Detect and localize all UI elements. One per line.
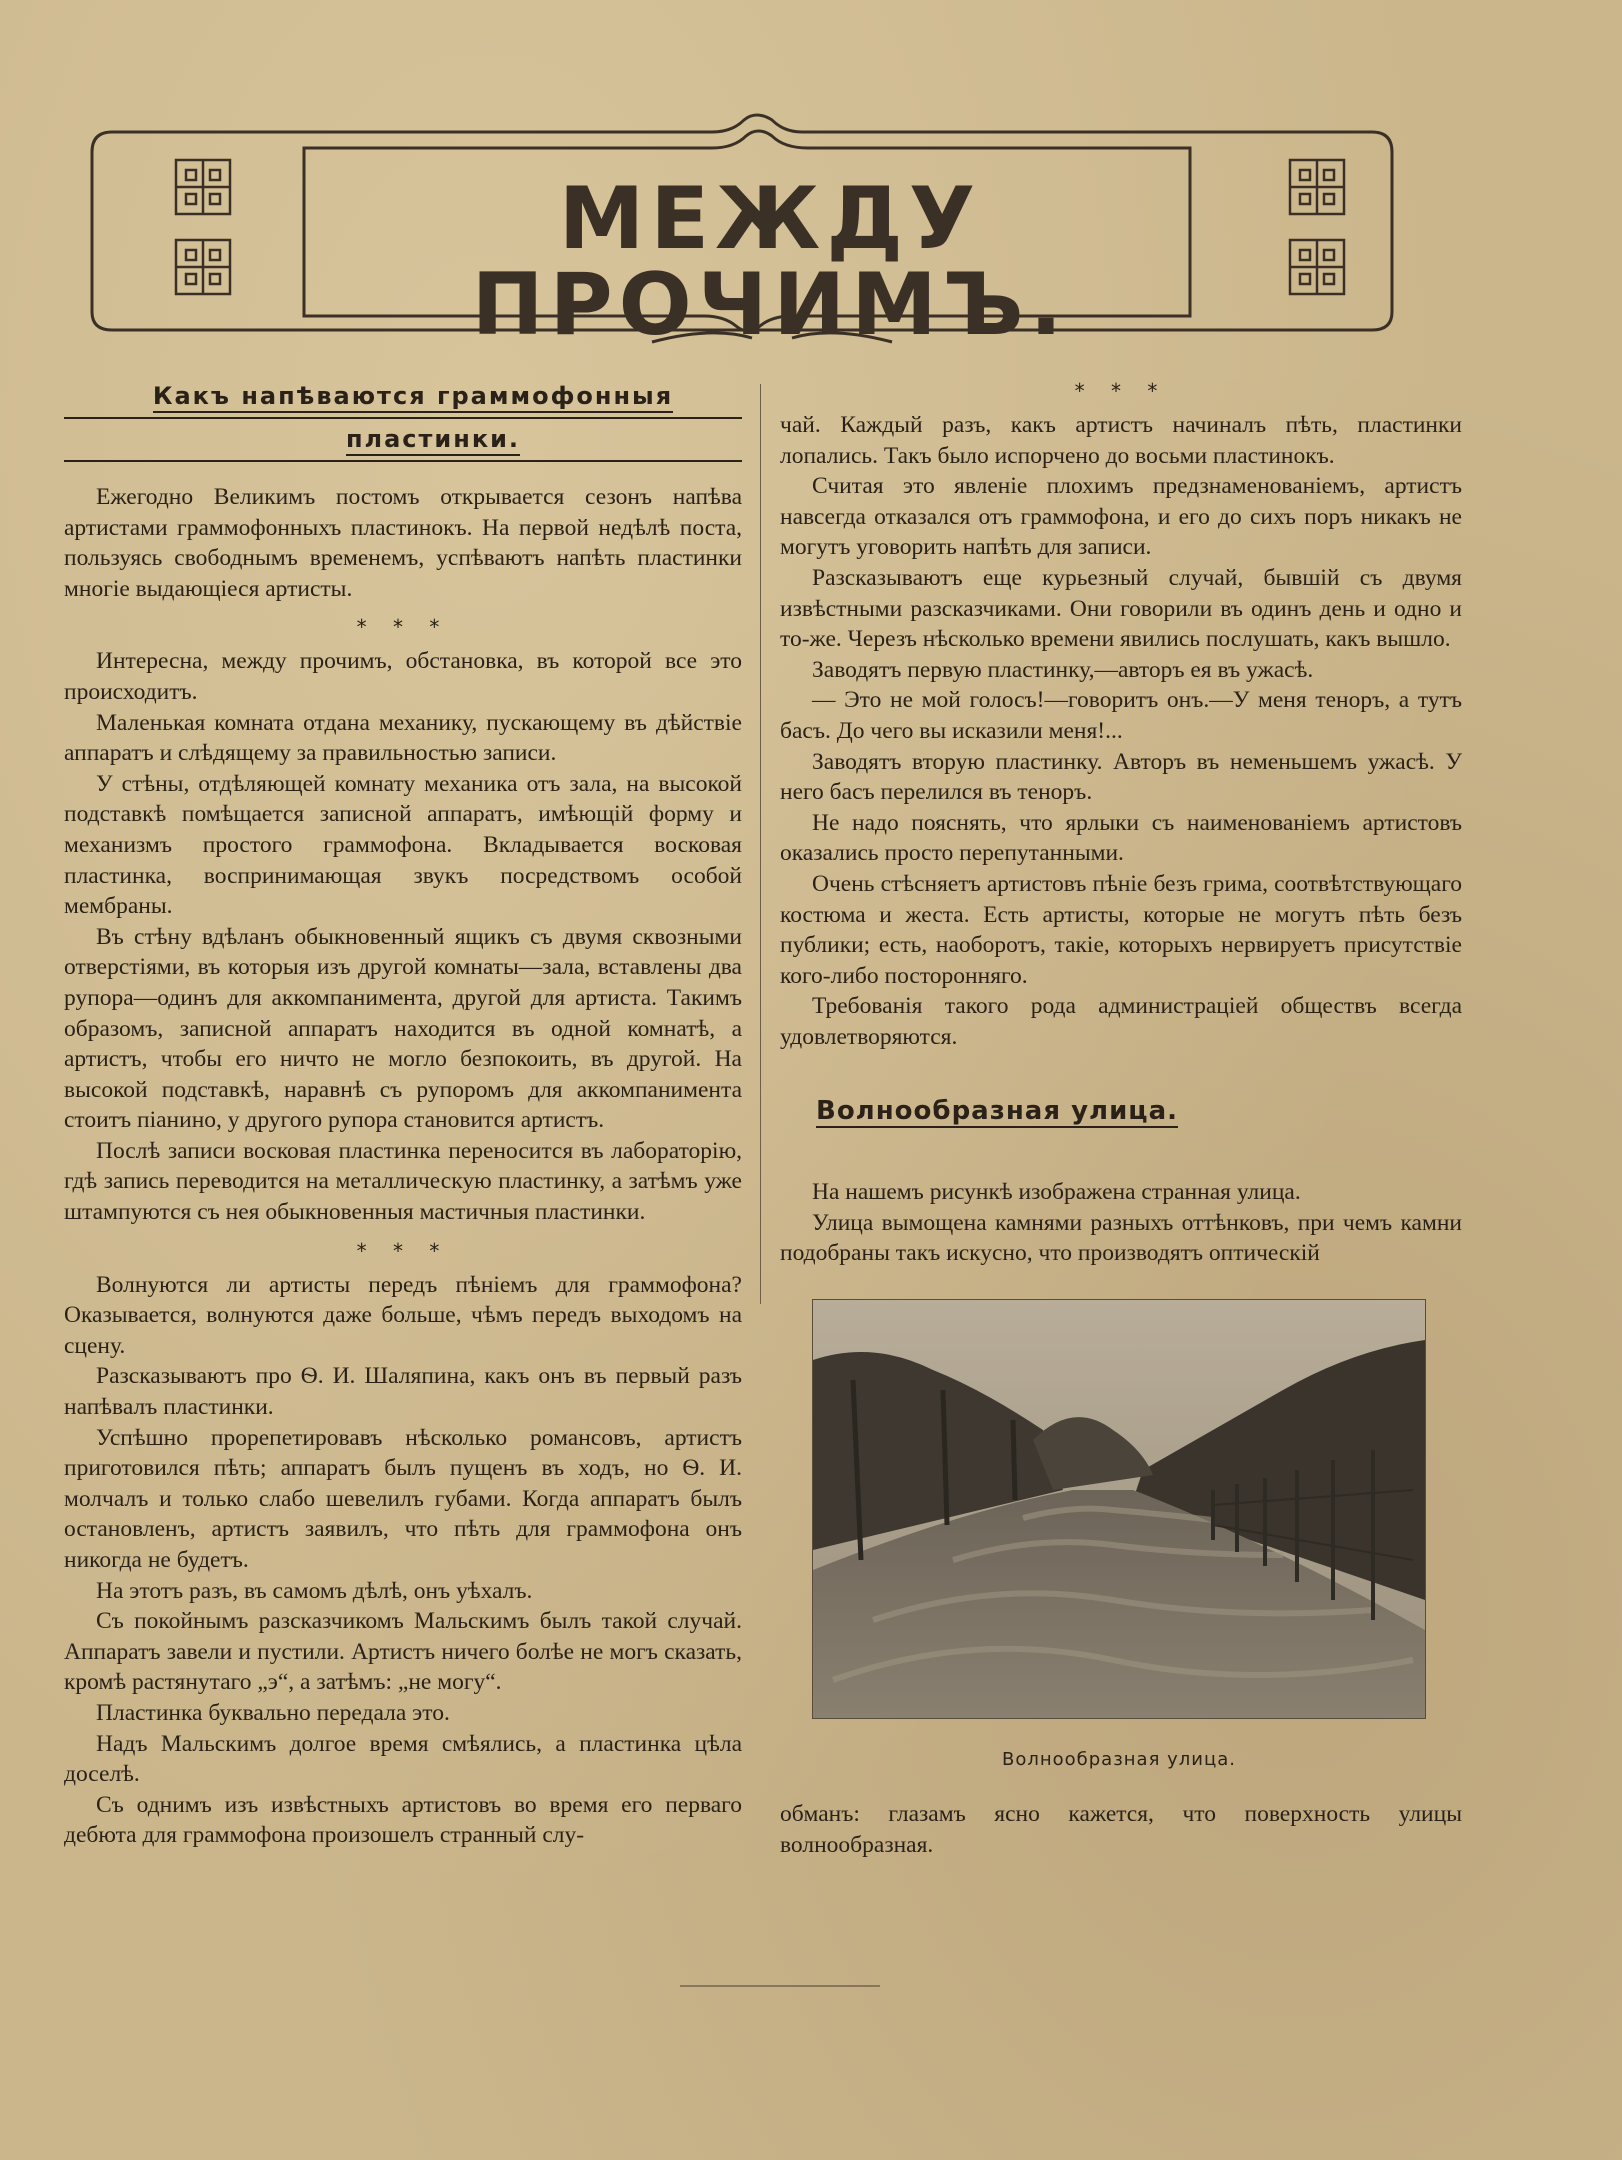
masthead-title: МЕЖДУ ПРОЧИМЪ. bbox=[471, 169, 1069, 355]
section-title-line-2: пластинки. bbox=[346, 425, 520, 456]
section-title-text: Волнообразная улица. bbox=[816, 1096, 1178, 1127]
paragraph: Ежегодно Великимъ постомъ открывается сезонъ напѣва артистами граммофонныхъ пластинокъ. На первой недѣлѣ поста, пользуясь свободнымъ временемъ, успѣваютъ напѣть пластинки многіе выдающіеся артисты. bbox=[64, 484, 742, 602]
paragraph: Не надо пояснять, что ярлыки съ наименованіемъ артистовъ оказались просто перепутанными. bbox=[780, 809, 1462, 867]
paragraph: Пластинка буквально передала это. bbox=[96, 1699, 450, 1726]
paragraph: Разсказываютъ про Ѳ. И. Шаляпина, какъ онъ въ первый разъ напѣвалъ пластинки. bbox=[64, 1363, 742, 1421]
paragraph: Волнуются ли артисты передъ пѣніемъ для граммофона? Оказывается, волнуются даже больше, чѣмъ передъ выходомъ на сцену. bbox=[64, 1271, 742, 1359]
paragraph: Успѣшно прорепетировавъ нѣсколько романсовъ, артистъ приготовился пѣть; аппаратъ былъ пущенъ въ ходъ, но Ѳ. И. молчалъ и только слабо шевелилъ губами. Когда аппаратъ былъ остановленъ, артистъ заявилъ, что пѣть для граммофона онъ никогда не будетъ. bbox=[64, 1424, 742, 1573]
paragraph: На нашемъ рисункѣ изображена странная улица. bbox=[812, 1179, 1301, 1206]
photo-caption: Волнообразная улица. bbox=[1002, 1748, 1236, 1770]
paragraph: Маленькая комната отдана механику, пускающему въ дѣйствіе аппаратъ и слѣдящему за правильностью записи. bbox=[64, 709, 742, 767]
section-title-line-1: Какъ напѣваются граммофонныя bbox=[153, 382, 673, 413]
photo-figure bbox=[812, 1299, 1426, 1776]
paragraph: Требованія такого рода администраціей обществъ всегда удовлетворяются. bbox=[780, 993, 1462, 1050]
paragraph: Считая это явленіе плохимъ предзнаменованіемъ, артистъ навсегда отказался отъ граммофона, и его до сихъ поръ никакъ не могутъ уговорить напѣть для записи. bbox=[780, 473, 1462, 561]
paragraph: Улица вымощена камнями разныхъ оттѣнковъ, при чемъ камни подобраны такъ искусно, что производятъ оптическій bbox=[780, 1209, 1462, 1267]
paragraph: Послѣ записи восковая пластинка переносится въ лабораторію, гдѣ запись переводится на металлическую пластинку, а затѣмъ уже штампуются съ нея обыкновенныя мастичныя пластинки. bbox=[64, 1137, 742, 1226]
paragraph: Интересна, между прочимъ, обстановка, въ которой все это происходитъ. bbox=[64, 648, 742, 705]
section-title-wavy-street bbox=[816, 1096, 1462, 1127]
paragraph: Разсказываютъ еще курьезный случай, бывшій съ двумя извѣстными разсказчиками. Они говорили въ одинъ день и одно и то-же. Черезъ нѣсколько времени явились послушать, какъ вышло. bbox=[780, 564, 1462, 653]
right-column bbox=[780, 376, 1462, 1861]
column-divider bbox=[760, 384, 761, 1304]
street-photo bbox=[812, 1299, 1426, 1719]
asterism-divider: * * * bbox=[356, 615, 450, 640]
paragraph: У стѣны, отдѣляющей комнату механика отъ зала, на высокой подставкѣ помѣщается записной аппаратъ, имѣющій форму и механизмъ простого граммофона. Вкладывается восковая пластинка, воспринимающая звукъ посредствомъ особой мембраны. bbox=[64, 770, 742, 920]
asterism-divider: * * * bbox=[356, 1238, 450, 1263]
paragraph: — Это не мой голосъ!—говоритъ онъ.—У меня теноръ, а тутъ басъ. До чего вы исказили меня!... bbox=[780, 687, 1462, 744]
paragraph: Очень стѣсняетъ артистовъ пѣніе безъ грима, соотвѣтствующаго костюма и жеста. Есть артисты, которые не могутъ пѣть безъ публики; есть, наоборотъ, такіе, которыхъ нервируетъ присутствіе кого-либо посторонняго. bbox=[780, 870, 1462, 989]
paragraph: Съ однимъ изъ извѣстныхъ артистовъ во время его перваго дебюта для граммофона произошелъ странный слу- bbox=[64, 1791, 742, 1849]
asterism-divider: * * * bbox=[1074, 379, 1168, 403]
paragraph: Заводятъ вторую пластинку. Авторъ въ неменьшемъ ужасѣ. У него басъ перелился въ теноръ. bbox=[780, 748, 1462, 806]
paragraph: Съ покойнымъ разсказчикомъ Мальскимъ былъ такой случай. Аппаратъ завели и пустили. Артистъ ничего болѣе не могъ сказать, кромѣ растянутаго „э“, а затѣмъ: „не могу“. bbox=[64, 1608, 742, 1696]
paragraph: обманъ: глазамъ ясно кажется, что поверхность улицы волнообразная. bbox=[780, 1801, 1462, 1859]
footer-rule bbox=[680, 1985, 880, 1987]
paragraph: Заводятъ первую пластинку,—авторъ ея въ ужасѣ. bbox=[812, 656, 1314, 683]
section-title-records bbox=[64, 376, 742, 462]
paragraph: Надъ Мальскимъ долгое время смѣялись, а пластинка цѣла доселѣ. bbox=[64, 1730, 742, 1788]
left-column bbox=[64, 376, 742, 1851]
paragraph: На этотъ разъ, въ самомъ дѣлѣ, онъ уѣхалъ. bbox=[96, 1577, 533, 1604]
paragraph: чай. Каждый разъ, какъ артистъ начиналъ пѣть, пластинки лопались. Такъ было испорчено до восьми пластинокъ. bbox=[780, 412, 1462, 469]
paragraph: Въ стѣну вдѣланъ обыкновенный ящикъ съ двумя сквозными отверстіями, въ которыя изъ другой комнаты—зала, вставлены два рупора—одинъ для аккомпанимента, другой для артиста. Такимъ образомъ, записной аппаратъ находится въ одной комнатѣ, а артистъ, чтобы его ничто не могло безпокоить, въ другой. На высокой подставкѣ, наравнѣ съ рупоромъ для аккомпанимента стоитъ піанино, у другого рупора становится артистъ. bbox=[64, 923, 742, 1134]
